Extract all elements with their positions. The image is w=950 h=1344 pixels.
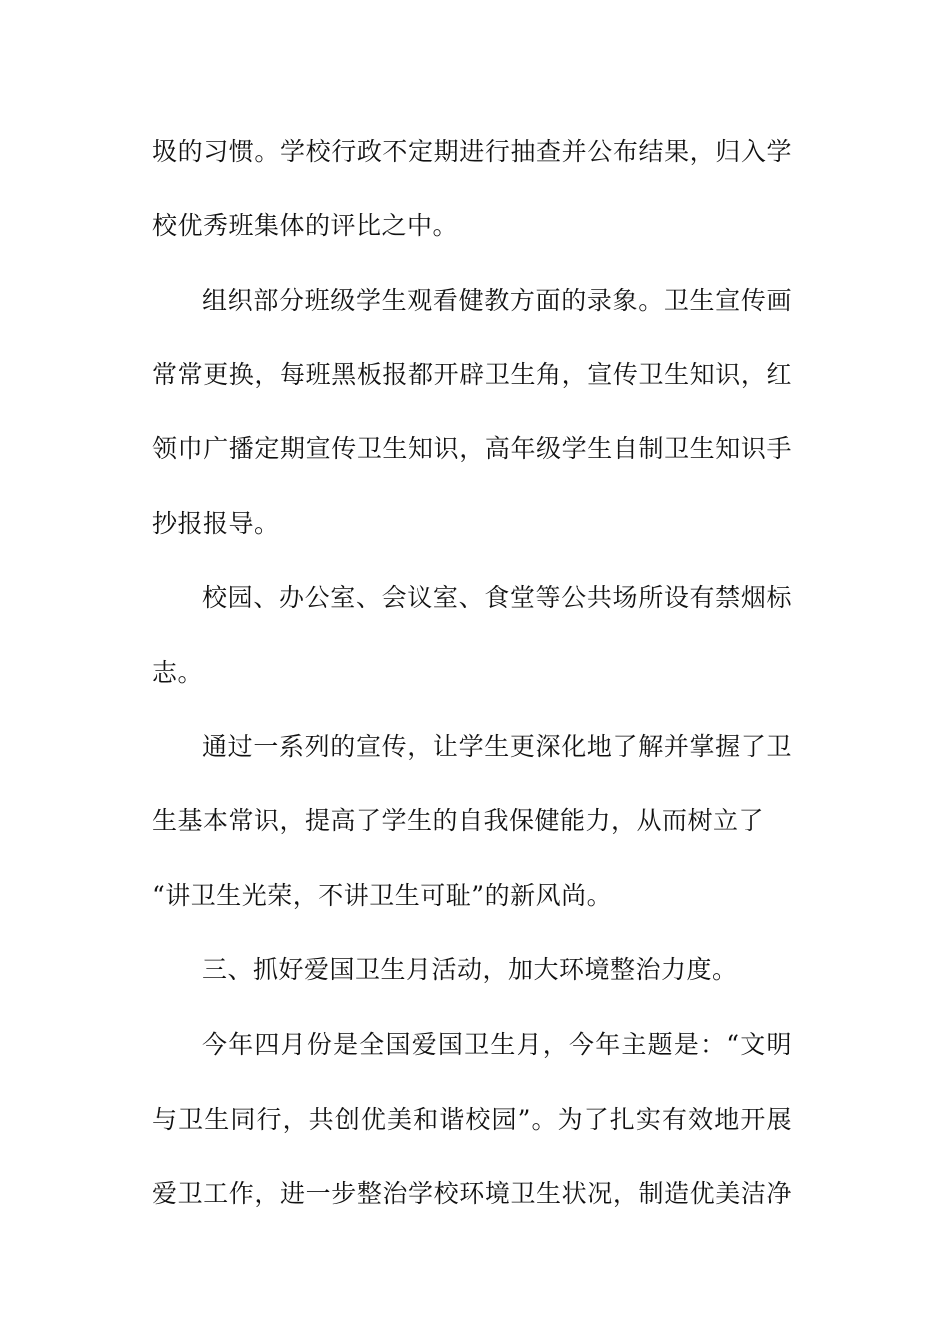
- text-line: “讲卫生光荣，不讲卫生可耻”的新风尚。: [152, 881, 613, 910]
- section-heading: 三、抓好爱国卫生月活动，加大环境整治力度。: [202, 955, 738, 984]
- text-line: 领巾广播定期宣传卫生知识，高年级学生自制卫生知识手: [152, 434, 792, 463]
- text-line: 与卫生同行，共创优美和谐校园”。为了扎实有效地开展: [152, 1105, 792, 1134]
- paragraph-first-line: 通过一系列的宣传，让学生更深化地了解并掌握了卫: [202, 732, 792, 761]
- text-line: 生基本常识，提高了学生的自我保健能力，从而树立了: [152, 806, 765, 835]
- paragraph-first-line: 校园、办公室、会议室、食堂等公共场所设有禁烟标: [202, 583, 792, 612]
- text-line: 圾的习惯。学校行政不定期进行抽查并公布结果，归入学: [152, 137, 792, 166]
- paragraph-first-line: 今年四月份是全国爱国卫生月，今年主题是：“文明: [202, 1030, 792, 1059]
- text-line: 抄报报导。: [152, 509, 280, 538]
- text-line: 志。: [152, 658, 204, 687]
- paragraph-first-line: 组织部分班级学生观看健教方面的录象。卫生宣传画: [202, 286, 792, 315]
- text-line: 校优秀班集体的评比之中。: [152, 211, 459, 240]
- text-line: 爱卫工作，进一步整治学校环境卫生状况，制造优美洁净: [152, 1179, 792, 1208]
- text-line: 常常更换，每班黑板报都开辟卫生角，宣传卫生知识，红: [152, 360, 792, 389]
